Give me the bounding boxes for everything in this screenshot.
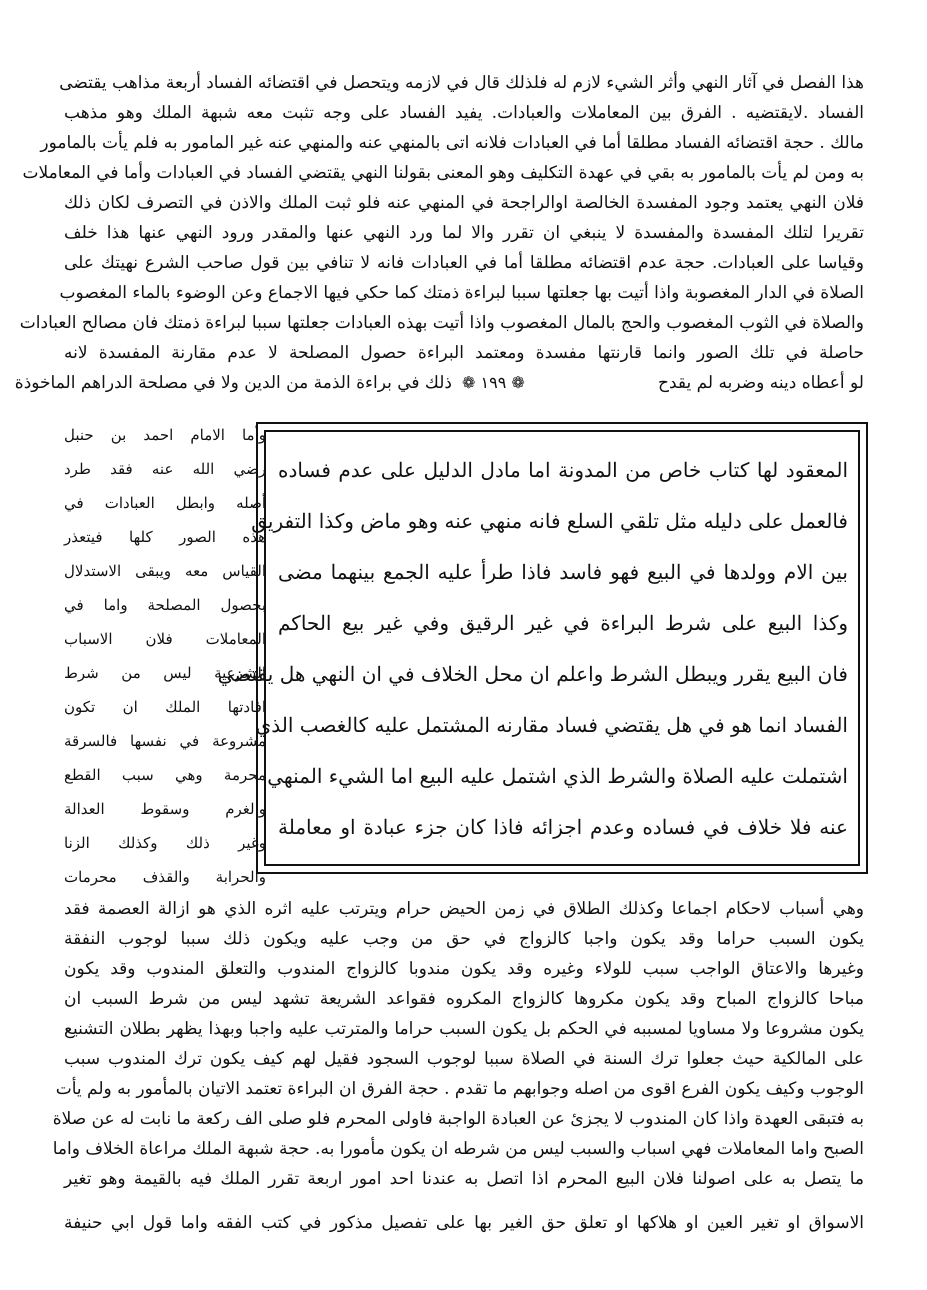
text-line: فلان النهي يعتمد وجود المفسدة الخالصة اوالراجحة في المنهي عنه فلو ثبت الملك والاذن في التصرف لكان ذلك bbox=[64, 193, 864, 213]
text-line: يكون السبب حراما وقد يكون واجبا كالزواج في حق من وجب عليه ويكون ذلك سببا لوجوب النفقة bbox=[64, 929, 864, 949]
text-line: به فتبقى العهدة واذا كان المندوب لا يجزئ عن العبادة الواجبة فاولى المحرم فلو صلى الف ركعة ما نابت له عن صلاة bbox=[52, 1109, 864, 1129]
ornament-icon: ❁ bbox=[506, 373, 525, 392]
text-line: الصلاة في الدار المغصوبة واذا أتيت بها جعلتها سببا لبراءة ذمتك كما حكي فيها الاجماع وعن الوضوء بالماء المغصوب bbox=[59, 283, 864, 303]
margin-line: افادتها الملك ان تكون bbox=[64, 698, 266, 716]
text-line: حاصلة في تلك الصور وانما قارنتها مفسدة ومعتمد البراءة حصول المصلحة لا عدم مقارنة المفسدة لانه bbox=[64, 343, 864, 363]
text-line: مالك . حجة اقتضائه الفساد مطلقا أما في العبادات فلانه اتى بالمنهي عنه والمنهي عنه غير المامور به فلم يأت بالمامور bbox=[40, 133, 864, 153]
box-text-line: اشتملت عليه الصلاة والشرط الذي اشتمل عليه البيع اما الشيء المنهي bbox=[267, 764, 848, 788]
box-text-line: عنه فلا خلاف في فساده وعدم اجزائه فاذا كان جزء عبادة او معاملة bbox=[278, 815, 848, 839]
text-line: يكون مشروعا ولا مساويا لمسببه في الحكم بل يكون السبب حراما والمترتب عليه واجبا وبهذا يظهر بطلان التشنيع bbox=[64, 1019, 864, 1039]
box-text-line: فان البيع يقرر ويبطل الشرط واعلم ان محل الخلاف في ان النهي هل يقتضي bbox=[217, 662, 848, 686]
text-line: لو أعطاه دينه وضربه لم يقدح bbox=[657, 373, 864, 393]
text-line: وهي أسباب لاحكام اجماعا وكذلك الطلاق في زمن الحيض حرام ويترتب عليه اثره الذي هو ازالة العصمة فقد bbox=[64, 899, 864, 919]
ornament-icon: ❁ bbox=[462, 373, 481, 392]
text-line: هذا الفصل في آثار النهي وأثر الشيء لازم له فلذلك قال في لازمه ويتحصل في اقتضائه الفساد أربعة مذاهب يقتضى bbox=[59, 73, 864, 93]
margin-line: بحصول المصلحة واما في bbox=[64, 596, 266, 614]
text-line: الاسواق او تغير العين او هلاكها او تعلق حق الغير بها على تفصيل مذكور في كتب الفقه واما قول ابي حنيفة bbox=[64, 1213, 864, 1233]
margin-line: القياس معه ويبقى الاستدلال bbox=[64, 562, 266, 580]
page-number: ❁ ١٩٩ ❁ bbox=[462, 373, 525, 392]
box-text-line: الفساد انما هو في هل يقتضي فساد مقارنه المشتمل عليه كالغصب الذي bbox=[255, 713, 848, 737]
margin-line: المعاملات فلان الاسباب bbox=[64, 630, 266, 648]
box-text-line: فالعمل على دليله مثل تلقي السلع فانه منهي عنه وهو ماض وكذا التفريق bbox=[251, 509, 848, 533]
text-line: مباحا كالزواج المباح وقد يكون مكروها كالزواج المكروه فقواعد الشريعة تشهد ليس من شرط السبب ان bbox=[64, 989, 864, 1009]
margin-line: الشرعية ليس من شرط bbox=[64, 664, 266, 682]
margin-line: والغرم وسقوط العدالة bbox=[64, 800, 266, 818]
box-text-line: المعقود لها كتاب خاص من المدونة اما مادل الدليل على عدم فساده bbox=[278, 458, 848, 482]
margin-line: مشروعة في نفسها فالسرقة bbox=[64, 732, 266, 750]
commentary-frame-inner bbox=[217, 430, 860, 866]
margin-line: رضي الله عنه فقد طرد bbox=[64, 460, 266, 478]
text-line: ذلك في براءة الذمة من الدين ولا في مصلحة الدراهم الماخوذة bbox=[14, 373, 452, 393]
text-line: ما يتصل به على اصولنا فلان البيع المحرم اذا اتصل به عندنا احد امور اربعة تقرر الملك فيه بالقيمة وهو تغير bbox=[64, 1169, 864, 1189]
margin-line: محرمة وهي سبب القطع bbox=[64, 766, 266, 784]
text-line: الوجوب وكيف يكون الفرع اقوى من اصله وجوابهم ما تقدم . حجة الفرق ان البراءة تعتمد الاتيان بالمأمور به ولم يأت bbox=[55, 1079, 864, 1099]
box-text-line: وكذا البيع على شرط البراءة في غير الرقيق وفي غير بيع الحاكم bbox=[278, 611, 848, 635]
margin-line: وأما الامام احمد بن حنبل bbox=[64, 426, 266, 444]
margin-line: هذه الصور كلها فيتعذر bbox=[64, 528, 266, 546]
margin-line: أصله وابطل العبادات في bbox=[64, 494, 266, 512]
text-line: به ومن لم يأت بالمامور به بقي في عهدة التكليف وهو المعنى بقولنا النهي يقتضي الفساد في العبادات وأما في المعاملات bbox=[22, 163, 864, 183]
text-line: الفساد .لايقتضيه . الفرق بين المعاملات والعبادات. يفيد الفساد على وجه تثبت معه شبهة الملك وهو مذهب bbox=[64, 103, 864, 123]
margin-line: وغير ذلك وكذلك الزنا bbox=[64, 834, 266, 852]
text-line: وغيرها والاعتاق الواجب سبب للولاء وغيره وقد يكون مندوبا كالزواج المندوب والتعلق المندوب وقد يكون bbox=[64, 959, 864, 979]
text-line: وقياسا على العبادات. حجة عدم اقتضائه مطلقا أما في العبادات فانه لا تنافي بين قول صاحب الشرع نهيتك على bbox=[64, 253, 864, 273]
box-text-line: بين الام وولدها في البيع فهو فاسد فاذا طرأ عليه الجمع بينهما مضى bbox=[278, 560, 848, 584]
margin-line: والحرابة والقذف محرمات bbox=[64, 868, 266, 886]
text-line: الصبح واما المعاملات فهي اسباب والسبب ليس من شرطه ان يكون مأمورا به. حجة شبهة الملك مراعاة الخلاف واما bbox=[52, 1139, 864, 1159]
text-line: والصلاة في الثوب المغصوب والحج بالمال المغصوب واذا أتيت بهذه العبادات جعلتها سببا لبراءة ذمتك فان مصالح العبادات bbox=[19, 313, 864, 333]
text-line: تقريرا لتلك المفسدة والمفسدة لا ينبغي ان تقرر والا لما ورد النهي عنها والمقدر ورود النهي عنها هذا خلف bbox=[64, 223, 864, 243]
text-line: على المالكية حيث جعلوا ترك السنة في الصلاة سببا لوجوب السجود فقيل لهم كيف يكون ترك المندوب سبب bbox=[64, 1049, 864, 1069]
